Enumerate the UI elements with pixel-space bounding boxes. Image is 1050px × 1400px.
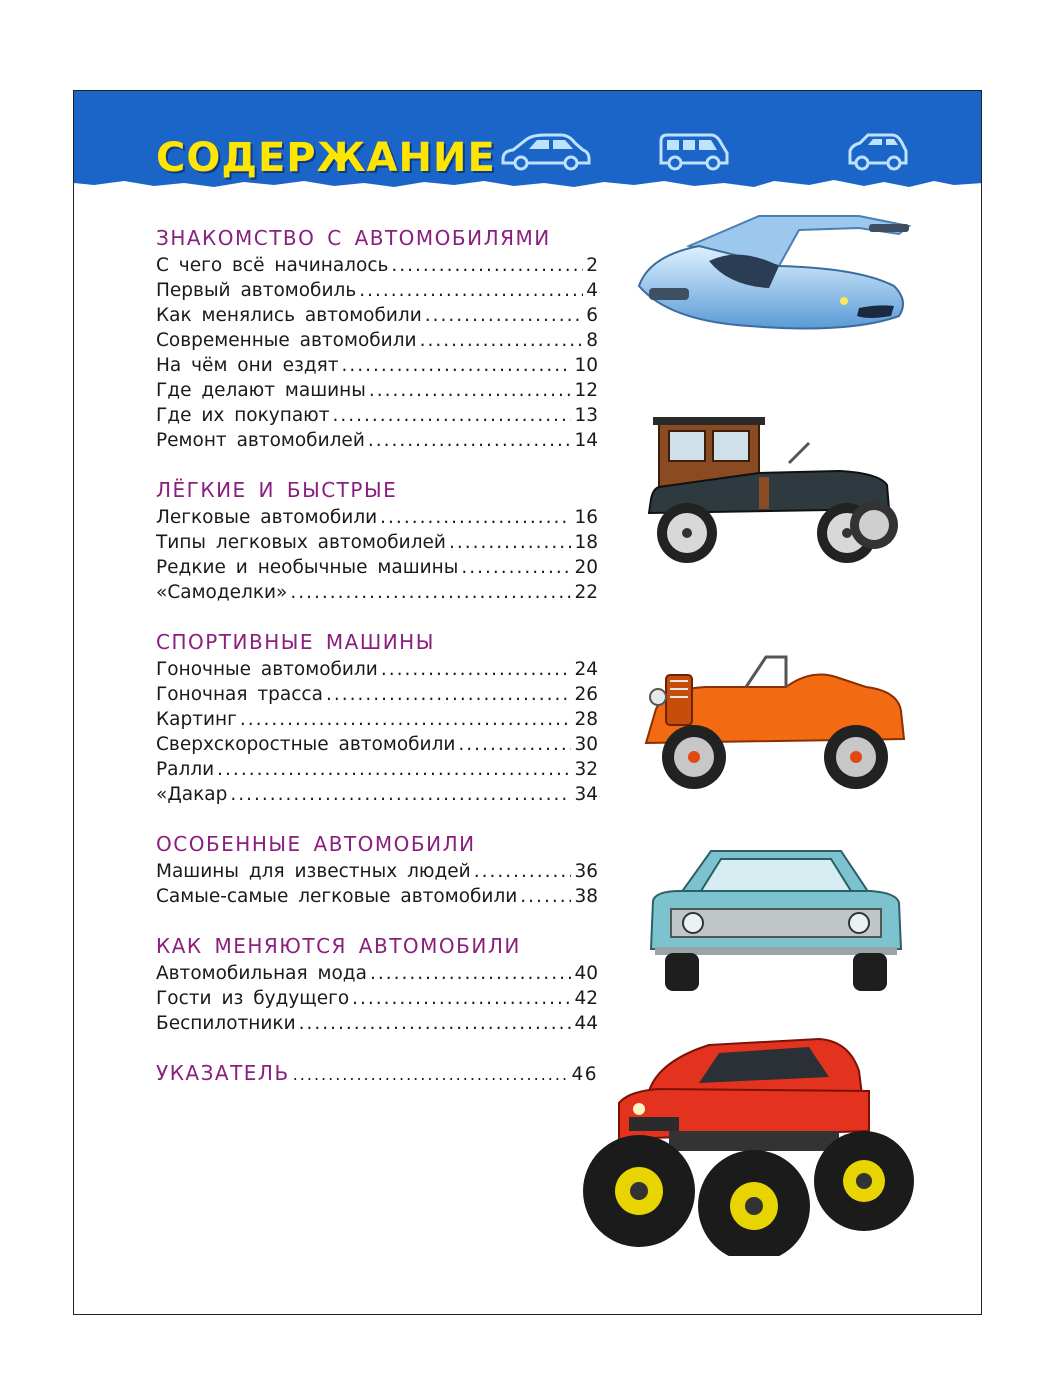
sedan-icon	[499, 131, 591, 171]
dot-leader	[368, 428, 572, 453]
section-title: УКАЗАТЕЛЬ	[156, 1061, 290, 1085]
dot-leader	[230, 782, 571, 807]
toc-entry[interactable]	[156, 757, 598, 782]
dot-leader	[420, 328, 584, 353]
section-title[interactable]: СПОРТИВНЫЕ МАШИНЫ	[156, 630, 435, 654]
entry-label: «Дакар	[156, 784, 228, 805]
page-number: 44	[574, 1013, 598, 1034]
orange-roadster-illustration	[636, 639, 911, 799]
toc-entry[interactable]	[156, 378, 598, 403]
toc-entry[interactable]	[156, 859, 598, 884]
futuristic-car-illustration	[629, 206, 919, 346]
toc-entry[interactable]	[156, 353, 598, 378]
entry-label: Где делают машины	[156, 380, 366, 401]
dot-leader	[461, 555, 571, 580]
dot-leader	[359, 278, 583, 303]
entry-label: На чём они ездят	[156, 355, 339, 376]
page-number: 34	[574, 784, 598, 805]
entry-label: Гости из будущего	[156, 988, 350, 1009]
toc-entry[interactable]	[156, 403, 598, 428]
toc-entry[interactable]	[156, 303, 598, 328]
toc-entry[interactable]	[156, 682, 598, 707]
page-number: 24	[574, 659, 598, 680]
entry-label: Ремонт автомобилей	[156, 430, 365, 451]
page-number: 40	[574, 963, 598, 984]
dot-leader	[217, 757, 571, 782]
dot-leader	[352, 986, 571, 1011]
toc-section	[156, 223, 598, 453]
page-number: 12	[574, 380, 598, 401]
dot-leader	[293, 1060, 569, 1090]
entry-label: Типы легковых автомобилей	[156, 532, 446, 553]
dot-leader	[290, 580, 571, 605]
blue-sedan-illustration	[641, 841, 911, 1001]
entry-label: Как менялись автомобили	[156, 305, 422, 326]
entry-label: Гоночные автомобили	[156, 659, 378, 680]
page-number: 8	[586, 330, 598, 351]
entry-label: Первый автомобиль	[156, 280, 357, 301]
entry-label: Машины для известных людей	[156, 861, 471, 882]
section-title[interactable]: ЛЁГКИЕ И БЫСТРЫЕ	[156, 478, 398, 502]
page-number: 32	[574, 759, 598, 780]
page-number: 2	[586, 255, 598, 276]
entry-label: Ралли	[156, 759, 215, 780]
minivan-icon	[657, 131, 731, 171]
toc-entry[interactable]	[156, 253, 598, 278]
dot-leader	[342, 353, 572, 378]
page-number: 28	[574, 709, 598, 730]
dot-leader	[425, 303, 583, 328]
toc-entry[interactable]	[156, 428, 598, 453]
page-number: 20	[574, 557, 598, 578]
toc-entry[interactable]	[156, 328, 598, 353]
page-number: 26	[574, 684, 598, 705]
page-number: 46	[571, 1064, 598, 1085]
monster-truck-illustration	[579, 1031, 919, 1256]
dot-leader	[370, 961, 572, 986]
book-page	[73, 90, 982, 1315]
toc-entry[interactable]	[156, 1011, 598, 1036]
dot-leader	[369, 378, 572, 403]
page-number: 14	[574, 430, 598, 451]
dot-leader	[449, 530, 572, 555]
page-number: 42	[574, 988, 598, 1009]
section-title[interactable]: КАК МЕНЯЮТСЯ АВТОМОБИЛИ	[156, 934, 521, 958]
page-number: 6	[586, 305, 598, 326]
index-entry[interactable]	[156, 1058, 598, 1090]
entry-label: «Самоделки»	[156, 582, 288, 603]
page-number: 36	[574, 861, 598, 882]
entry-label: Современные автомобили	[156, 330, 417, 351]
toc-entry[interactable]	[156, 657, 598, 682]
page-number: 38	[574, 886, 598, 907]
entry-label: Редкие и необычные машины	[156, 557, 459, 578]
dot-leader	[380, 505, 571, 530]
page-number: 16	[574, 507, 598, 528]
dot-leader	[520, 884, 571, 909]
dot-leader	[299, 1011, 572, 1036]
hatchback-icon	[846, 131, 910, 171]
entry-label: Картинг	[156, 709, 237, 730]
entry-label: Гоночная трасса	[156, 684, 323, 705]
toc-entry[interactable]	[156, 782, 598, 807]
toc-section	[156, 931, 598, 1036]
toc-entry[interactable]	[156, 732, 598, 757]
toc-entry[interactable]	[156, 555, 598, 580]
dot-leader	[381, 657, 572, 682]
page-number: 13	[574, 405, 598, 426]
entry-label: Самые-самые легковые автомобили	[156, 886, 518, 907]
section-title[interactable]: ЗНАКОМСТВО С АВТОМОБИЛЯМИ	[156, 226, 551, 250]
entry-label: Где их покупают	[156, 405, 330, 426]
toc-section	[156, 627, 598, 807]
page-number: 30	[574, 734, 598, 755]
dot-leader	[391, 253, 583, 278]
page-number: 4	[586, 280, 598, 301]
dot-leader	[240, 707, 572, 732]
toc-section	[156, 1058, 598, 1090]
entry-label: Беспилотники	[156, 1013, 296, 1034]
toc-entry[interactable]	[156, 580, 598, 605]
page-number: 22	[574, 582, 598, 603]
entry-label: Легковые автомобили	[156, 507, 378, 528]
dot-leader	[458, 732, 571, 757]
toc-entry[interactable]	[156, 505, 598, 530]
page-number: 10	[574, 355, 598, 376]
toc-entry[interactable]	[156, 278, 598, 303]
entry-label: С чего всё начиналось	[156, 255, 389, 276]
page-number: 18	[574, 532, 598, 553]
entry-label: Автомобильная мода	[156, 963, 367, 984]
dot-leader	[333, 403, 572, 428]
dot-leader	[474, 859, 572, 884]
toc-entry[interactable]	[156, 986, 598, 1011]
toc-entry[interactable]	[156, 530, 598, 555]
toc-entry[interactable]	[156, 707, 598, 732]
page-title: СОДЕРЖАНИЕ	[156, 135, 496, 181]
vintage-car-illustration	[639, 413, 899, 573]
toc-section	[156, 829, 598, 909]
toc-entry[interactable]	[156, 884, 598, 909]
entry-label: Сверхскоростные автомобили	[156, 734, 456, 755]
toc-section	[156, 475, 598, 605]
section-title[interactable]: ОСОБЕННЫЕ АВТОМОБИЛИ	[156, 832, 476, 856]
table-of-contents	[156, 223, 598, 1112]
dot-leader	[326, 682, 572, 707]
toc-entry[interactable]	[156, 961, 598, 986]
